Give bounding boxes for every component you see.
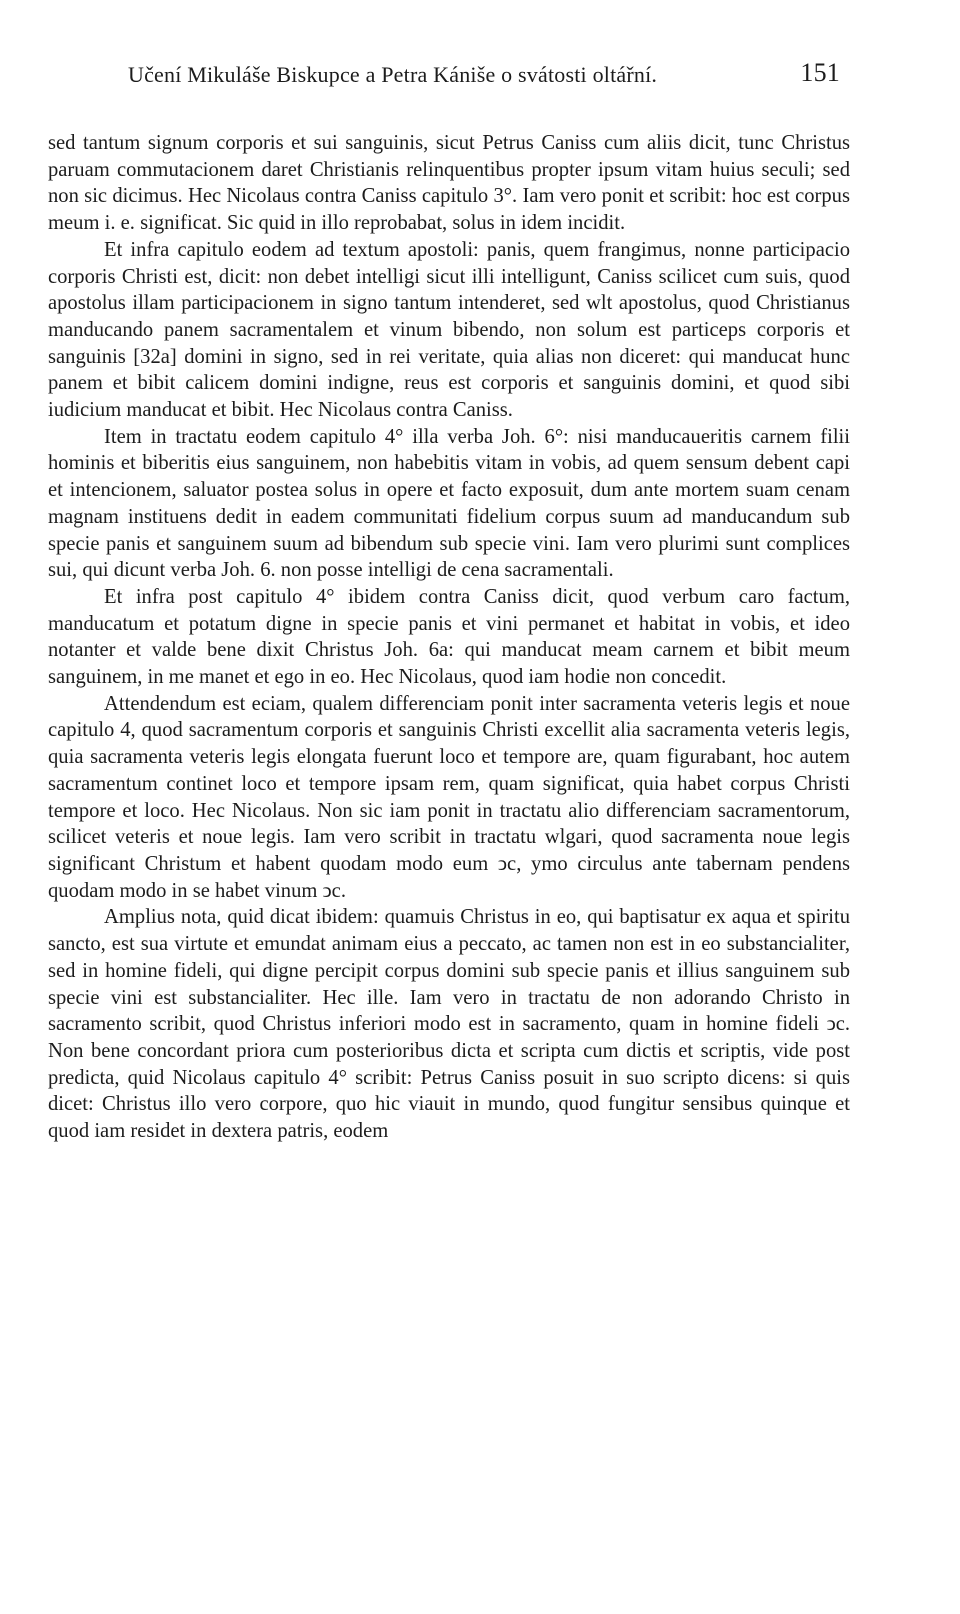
document-page <box>48 58 850 1145</box>
paragraph-4: Et infra post capitulo 4° ibidem contra Caniss dicit, quod verbum caro factum, manducatum et potatum digne in specie panis et vini permanet et habitat in vobis, et ideo notanter et valde bene dixit Christus Joh. 6a: qui manducat meam carnem et bibit meum sanguinem, in me manet et ego in eo. Hec Nicolaus, quod iam hodie non concedit. <box>48 585 850 689</box>
paragraph-3: Item in tractatu eodem capitulo 4° illa verba Joh. 6°: nisi manducaueritis carnem filii hominis et biberitis eius sanguinem, non habebitis vitam in vobis, ad quem sensum debent capi et intencionem, saluator postea solus in opere et facto exposuit, dum ante mortem suam cenam magnam instituens dedit in eadem communitati fidelium corpus suum ad manducandum sub specie panis et sanguinem suum ad bibendum sub specie vini. Iam vero plurimi sunt complices sui, qui dicunt verba Joh. 6. non posse intelligi de cena sacramentali. <box>48 425 850 582</box>
body-text <box>48 130 850 1145</box>
page-number: 151 <box>800 58 840 87</box>
running-header <box>48 58 850 98</box>
paragraph-5: Attendendum est eciam, qualem differenciam ponit inter sacramenta veteris legis et noue capitulo 4, quod sacramentum corporis et sanguinis Christi excellit alia sacramenta veteris legis, quia sacramenta veteris legis elongata fuerunt loco et tempore are, quam figurabant, hoc autem sacramentum continet loco et tempore ipsam rem, quam significat, quia habet corpus Christi tempore et loco. Hec Nicolaus. Non sic iam ponit in tractatu alio differenciam sacramentorum, scilicet veteris et noue legis. Iam vero scribit in tractatu wlgari, quod sacramenta noue legis significant Christum et habent quodam modo eum ↄc, ymo circulus ante tabernam pendens quodam modo in se habet vinum ↄc. <box>48 692 850 902</box>
paragraph-6: Amplius nota, quid dicat ibidem: quamuis Christus in eo, qui baptisatur ex aqua et spiritu sancto, est sua virtute et emundat animam eius a peccato, ac tamen non est in eo substancialiter, sed in homine fideli, qui digne percipit corpus domini sub specie panis et illius sanguinem sub specie vini est substancialiter. Hec ille. Iam vero in tractatu de non adorando Christo in sacramento scribit, quod Christus inferiori modo est in sacramento, quam in homine fideli ↄc. Non bene concordant priora cum posterioribus dicta et scripta cum dictis et scriptis, vide post predicta, quid Nicolaus capitulo 4° scribit: Petrus Caniss posuit in suo scripto dicens: si quis dicet: Christus illo vero corpore, quo hic viauit in mundo, quod fungitur sensibus quinque et quod iam residet in dextera patris, eodem <box>48 906 850 1143</box>
paragraph-2: Et infra capitulo eodem ad textum apostoli: panis, quem frangimus, nonne participacio corporis Christi est, dicit: non debet intelligi sicut illi intelligunt, Caniss scilicet cum suis, quod apostolus illam participacionem in signo tantum intenderet, sed wlt apostolus, quod Christianus manducando panem sacramentalem et vinum bibendo, non solum est particeps corporis et sanguinis [32a] domini in signo, sed in rei veritate, quia alias non diceret: qui manducat hunc panem et bibit calicem domini indigne, reus est corporis et sanguinis domini, et quod sibi iudicium manducat et bibit. Hec Nicolaus contra Caniss. <box>48 238 850 422</box>
paragraph-1: sed tantum signum corporis et sui sanguinis, sicut Petrus Caniss cum aliis dicit, tunc Christus paruam commutacionem daret Christianis relinquentibus propter ipsum vitam huius seculi; sed non sic dicimus. Hec Nicolaus contra Caniss capitulo 3°. Iam vero ponit et scribit: hoc est corpus meum i. e. significat. Sic quid in illo reprobabat, solus in idem incidit. <box>48 132 850 235</box>
running-title: Učení Mikuláše Biskupce a Petra Kániše o svátosti oltářní. <box>128 62 658 87</box>
